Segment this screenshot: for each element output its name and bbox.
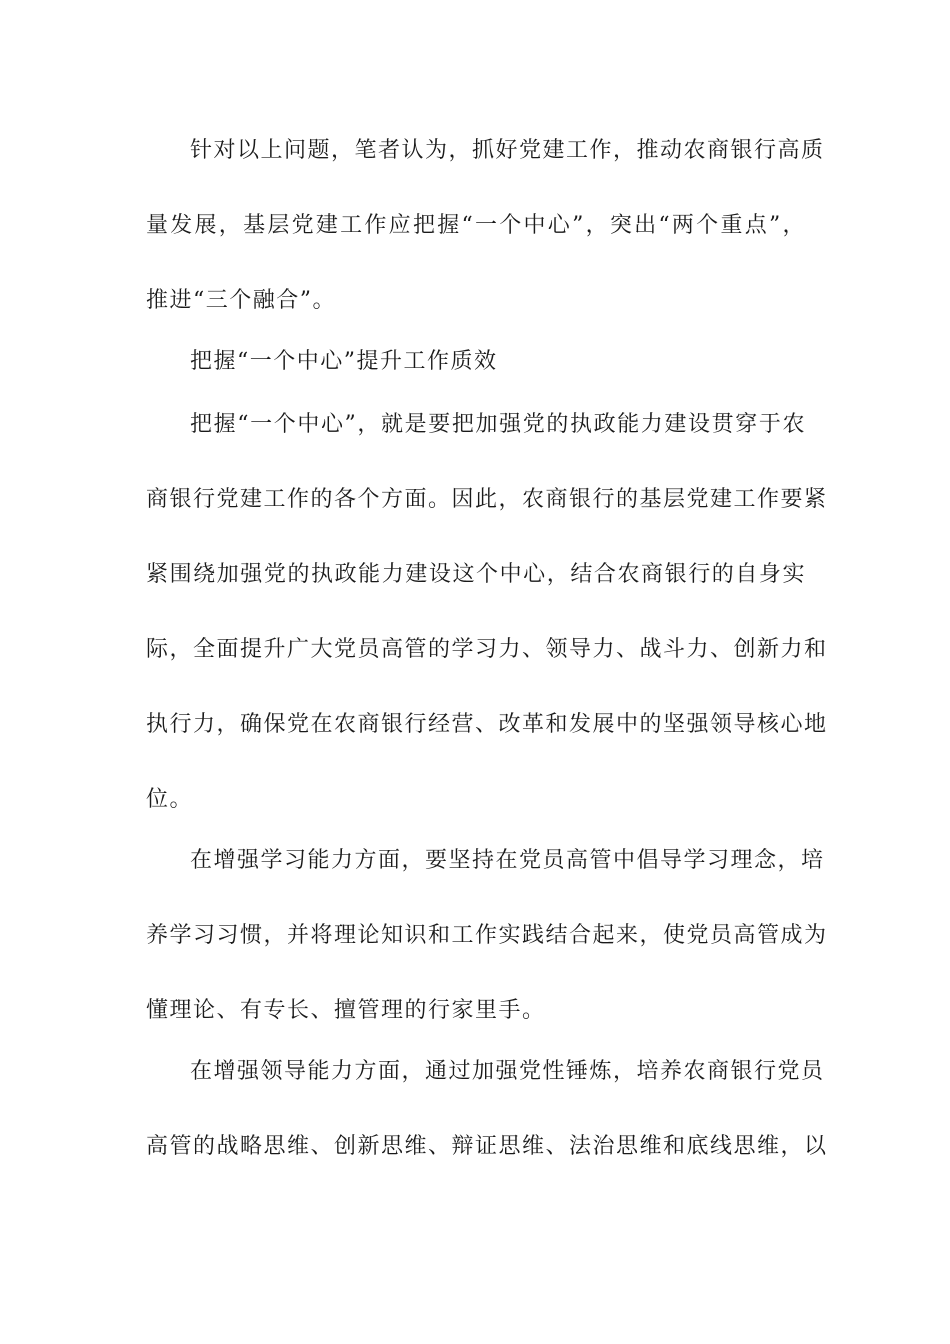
text-line: 针对以上问题，笔者认为，抓好党建工作，推动农商银行高质	[190, 138, 825, 163]
text-line: 位。	[146, 787, 194, 812]
text-line: 在增强学习能力方面，要坚持在党员高管中倡导学习理念，培	[190, 848, 825, 873]
text-line: 紧围绕加强党的执政能力建设这个中心，结合农商银行的自身实	[146, 562, 806, 587]
text-line: 际，全面提升广大党员高管的学习力、领导力、战斗力、创新力和	[146, 637, 828, 662]
text-line: 执行力，确保党在农商银行经营、改革和发展中的坚强领导核心地	[146, 712, 828, 737]
text-line: 养学习习惯，并将理论知识和工作实践结合起来，使党员高管成为	[146, 923, 828, 948]
text-line: 高管的战略思维、创新思维、辩证思维、法治思维和底线思维，以	[146, 1134, 828, 1159]
text-line: 把握“一个中心”，就是要把加强党的执政能力建设贯穿于农	[190, 412, 806, 437]
text-line: 懂理论、有专长、擅管理的行家里手。	[146, 998, 546, 1023]
text-line: 量发展，基层党建工作应把握“一个中心”，突出“两个重点”，	[146, 213, 806, 238]
text-line: 商银行党建工作的各个方面。因此，农商银行的基层党建工作要紧	[146, 487, 828, 512]
text-line: 推进“三个融合”。	[146, 288, 336, 313]
section-heading: 把握“一个中心”提升工作质效	[190, 349, 498, 374]
text-line: 在增强领导能力方面，通过加强党性锤炼，培养农商银行党员	[190, 1059, 825, 1084]
